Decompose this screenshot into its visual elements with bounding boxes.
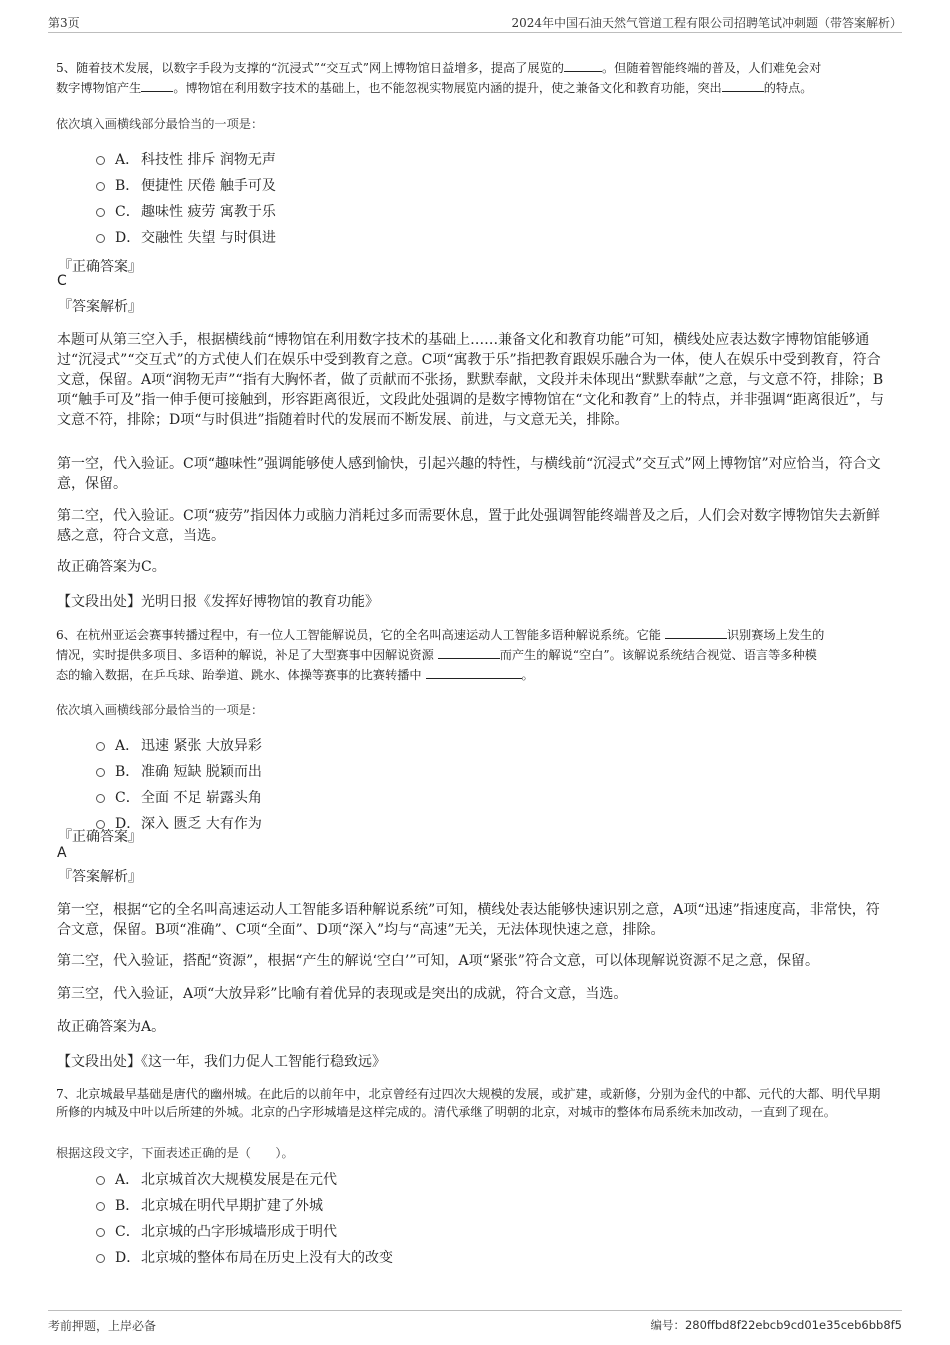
option-c[interactable]: C． 全面 不足 崭露头角 [96,784,262,810]
radio-icon[interactable] [96,234,105,243]
radio-icon[interactable] [96,1228,105,1237]
correct-answer: C [57,273,67,289]
correct-answer-label: 『正确答案』 [58,829,142,845]
radio-icon[interactable] [96,156,105,165]
question-7-prompt: 根据这段文字，下面表述正确的是（ ）。 [56,1146,294,1160]
source-citation: 【文段出处】光明日报《发挥好博物馆的教育功能》 [57,594,379,610]
radio-icon[interactable] [96,742,105,751]
radio-icon[interactable] [96,1202,105,1211]
radio-icon[interactable] [96,768,105,777]
option-b[interactable]: B． 便捷性 厌倦 触手可及 [96,172,276,198]
analysis-conclusion: 故正确答案为A。 [57,1019,166,1035]
option-a[interactable]: A． 北京城首次大规模发展是在元代 [96,1166,393,1192]
question-7-text: 7、北京城最早基础是唐代的幽州城。在此后的以前年中，北京曾经有过四次大规模的发展，或扩建，或新修，分别为金代的中都、元代的大都、明代早期所修的内城及中叶以后所建的外城。北京的凸字形城墙是这样完成的。清代承继了明朝的北京，对城市的整体布局系统未加改动，一直到了现在。 [56,1087,881,1119]
document-title: 2024年中国石油天然气管道工程有限公司招聘笔试冲刺题（带答案解析） [511,16,902,30]
page-header [48,10,902,33]
page-number: 第3页 [48,16,80,30]
question-5-options [96,146,276,250]
question-6-text: 6、在杭州亚运会赛事转播过程中，有一位人工智能解说员，它的全名叫高速运动人工智能多语种解说系统。它能 识别赛场上发生的 情况，实时提供多项目、多语种的解说，补足了大型赛事中因解说资源 而产生的解说“空白”。该解说系统结合视觉、语言等多种模 态的输入数据，在乒乓球、跆拳道、跳水、体操等赛事的比赛转播中 。 [56,625,890,685]
correct-answer: A [57,845,67,861]
option-d[interactable]: D． 深入 匮乏 大有作为 [96,810,262,836]
option-a[interactable]: A． 科技性 排斥 润物无声 [96,146,276,172]
option-d[interactable]: D． 北京城的整体布局在历史上没有大的改变 [96,1244,393,1270]
question-5-prompt: 依次填入画横线部分最恰当的一项是： [56,117,264,131]
analysis-paragraph: 本题可从第三空入手，根据横线前“博物馆在利用数字技术的基础上……兼备文化和教育功能”可知，横线处应表达数字博物馆能够通过“沉浸式”“交互式”的方式使人们在娱乐中受到教育之意。C项“寓教于乐”指把教育跟娱乐融合为一体，使人在娱乐中受到教育，符合文意，保留。A项“润物无声”“指有大胸怀者，做了贡献而不张扬，默默奉献，文段并未体现出“默默奉献”之意，与文意不符，排除；B项“触手可及”指一伸手便可接触到，形容距离很近，文段此处强调的是数字博物馆在“文化和教育”上的特点，并非强调“距离很近”，与文意不符，排除；D项“与时俱进”指随着时代的发展而不断发展、前进，与文意无关，排除。 [57,332,884,428]
analysis-paragraph: 第二空，代入验证，搭配“资源”，根据“产生的解说‘空白’”可知，A项“紧张”符合文意，可以体现解说资源不足之意，保留。 [57,953,819,969]
radio-icon[interactable] [96,208,105,217]
radio-icon[interactable] [96,1254,105,1263]
page-footer [48,1310,902,1337]
analysis-label: 『答案解析』 [58,299,142,315]
footer-slogan: 考前押题，上岸必备 [48,1319,157,1333]
analysis-paragraph: 第一空，根据“它的全名叫高速运动人工智能多语种解说系统”可知，横线处表达能够快速识别之意，A项“迅速”指速度高，非常快，符合文意，保留。B项“准确”、C项“全面”、D项“深入”均与“高速”无关，无法体现快速之意，排除。 [57,902,880,938]
question-6-options [96,732,262,836]
option-b[interactable]: B． 北京城在明代早期扩建了外城 [96,1192,393,1218]
analysis-paragraph: 第三空，代入验证，A项“大放异彩”比喻有着优异的表现或是突出的成就，符合文意，当选。 [57,986,628,1002]
analysis-paragraph: 第一空，代入验证。C项“趣味性”强调能够使人感到愉快，引起兴趣的特性，与横线前“沉浸式”交互式”网上博物馆”对应恰当，符合文意，保留。 [57,456,881,492]
option-a[interactable]: A． 迅速 紧张 大放异彩 [96,732,262,758]
option-c[interactable]: C． 北京城的凸字形城墙形成于明代 [96,1218,393,1244]
question-7-options [96,1166,393,1270]
option-b[interactable]: B． 准确 短缺 脱颖而出 [96,758,262,784]
source-citation: 【文段出处】《这一年，我们力促人工智能行稳致远》 [57,1054,386,1070]
radio-icon[interactable] [96,182,105,191]
document-code: 编号：280ffbd8f22ebcb9cd01e35ceb6bb8f5 [650,1318,902,1332]
radio-icon[interactable] [96,1176,105,1185]
analysis-label: 『答案解析』 [58,869,142,885]
radio-icon[interactable] [96,794,105,803]
analysis-conclusion: 故正确答案为C。 [57,559,166,575]
question-6-prompt: 依次填入画横线部分最恰当的一项是： [56,703,264,717]
option-d[interactable]: D． 交融性 失望 与时俱进 [96,224,276,250]
analysis-paragraph: 第二空，代入验证。C项“疲劳”指因体力或脑力消耗过多而需要休息，置于此处强调智能终端普及之后，人们会对数字博物馆失去新鲜感之意，符合文意，当选。 [57,508,881,544]
question-5-text: 5、随着技术发展，以数字手段为支撑的“沉浸式”“交互式”网上博物馆日益增多，提高了展览的 。但随着智能终端的普及，人们难免会对 数字博物馆产生 。博物馆在利用数字技术的基础上，也不能忽视实物展览内涵的提升，使之兼备文化和教育功能，突出 的特点。 [56,58,890,98]
correct-answer-label: 『正确答案』 [58,259,142,275]
option-c[interactable]: C． 趣味性 疲劳 寓教于乐 [96,198,276,224]
